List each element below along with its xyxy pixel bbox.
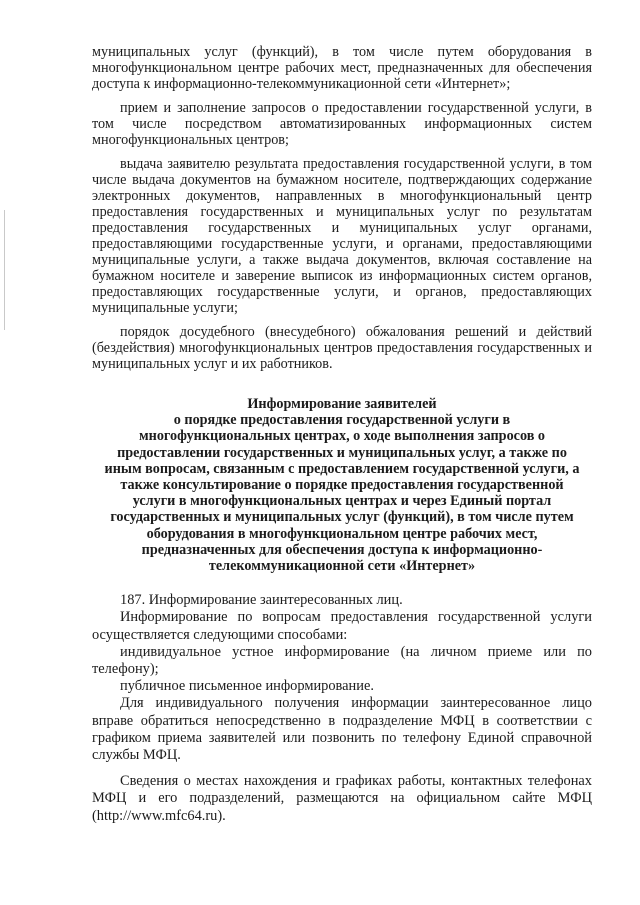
section-heading-body: о порядке предоставления государственной услуги в многофункциональных центрах, о ходе выполнения запросов о предоставлении государственных и муниципальных услуг, а также по иным вопросам, связанным с предоставлением государственной услуги, а также консультирование о порядке предоставления государственной услуги в многофункциональных центрах и через Единый портал государственных и муниципальных услуг (функций), в том числе путем оборудования в многофункциональном центре рабочих мест, предназначенных для обеспечения доступа к информационно-телекоммуникационной сети «Интернет» xyxy=(104,412,580,575)
paragraph: Информирование по вопросам предоставления государственной услуги осуществляется следующими способами: xyxy=(92,609,592,643)
paragraph: порядок досудебного (внесудебного) обжалования решений и действий (бездействия) многофункциональных центров предоставления государственных и муниципальных услуг и их работников. xyxy=(92,324,592,372)
section-heading-title: Информирование заявителей xyxy=(247,396,437,412)
paragraph: публичное письменное информирование. xyxy=(120,678,374,695)
scan-margin-mark xyxy=(4,210,5,330)
informing-section xyxy=(92,592,592,825)
paragraph: Для индивидуального получения информации заинтересованное лицо вправе обратиться непосредственно в подразделение МФЦ в соответствии с графиком приема заявителей или позвонить по телефону Единой справочной службы МФЦ. xyxy=(92,695,592,764)
paragraph: муниципальных услуг (функций), в том числе путем оборудования в многофункциональном центре рабочих мест, предназначенных для обеспечения доступа к информационно-телекоммуникационной сети «Интернет»; xyxy=(92,44,592,92)
paragraph: Сведения о местах нахождения и графиках работы, контактных телефонах МФЦ и его подразделений, размещаются на официальном сайте МФЦ (http://www.mfc64.ru). xyxy=(92,773,592,824)
paragraph: прием и заполнение запросов о предоставлении государственной услуги, в том числе посредством автоматизированных информационных систем многофункциональных центров; xyxy=(92,100,592,148)
paragraph: 187. Информирование заинтересованных лиц. xyxy=(120,592,403,609)
paragraph: индивидуальное устное информирование (на личном приеме или по телефону); xyxy=(92,643,592,678)
paragraph: выдача заявителю результата предоставления государственной услуги, в том числе выдача документов на бумажном носителе, подтверждающих содержание электронных документов, направленных в многофункциональный центр предоставления государственных и муниципальных услуг по результатам предоставления государственных и муниципальных услуг органами, предоставляющими государственные услуги, и органами, предоставляющими муниципальные услуги, а также выдача документов, включая составление на бумажном носителе и заверение выписок из информационных систем органов, предоставляющих государственные услуги, и органов, предоставляющих муниципальные услуги; xyxy=(92,156,592,316)
document-body xyxy=(92,44,592,825)
section-heading xyxy=(92,396,592,574)
